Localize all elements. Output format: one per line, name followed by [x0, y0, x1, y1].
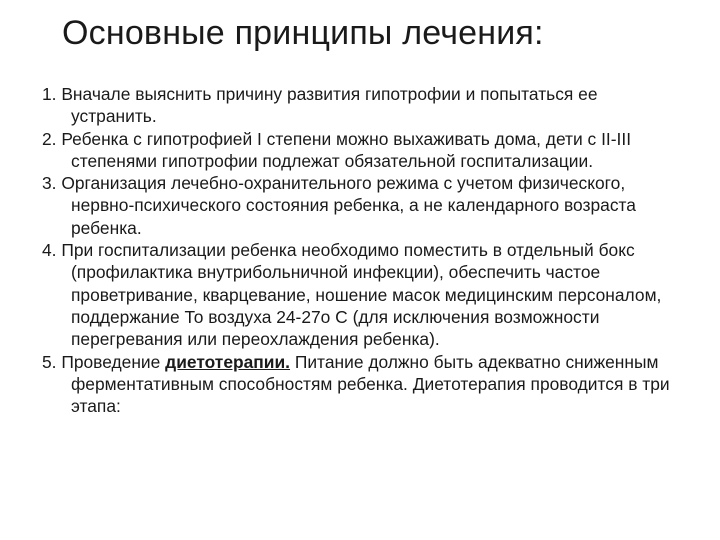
list-item [42, 351, 672, 418]
list-item: 3. Организация лечебно-охранительного режима с учетом физического, нервно-психического состояния ребенка, а не календарного возраста ребенка. [42, 173, 636, 238]
underlined-term: диетотерапии. [165, 351, 291, 372]
list-item: 4. При госпитализации ребенка необходимо поместить в отдельный бокс (профилактика внутрибольничной инфекции), обеспечить частое проветривание, кварцевание, ношение масок медицинским персоналом, поддержание То воздуха 24-27о С (для исключения возможности перегревания или переохлаждения ребенка). [42, 240, 662, 350]
list-item: 1. Вначале выяснить причину развития гипотрофии и попытаться ее устранить. [42, 84, 598, 127]
item-prefix: 5. Проведение [42, 351, 166, 372]
principles-list [42, 83, 672, 417]
list-item: 2. Ребенка с гипотрофией I степени можно выхаживать дома, дети с II-III степенями гипотрофии подлежат обязательной госпитализации. [42, 128, 632, 171]
item-text: Питание должно быть адекватно сниженным ферментативным способностям ребенка. Диетотерапия проводится в три этапа: [71, 351, 670, 417]
slide-title: Основные принципы лечения: [62, 14, 544, 52]
